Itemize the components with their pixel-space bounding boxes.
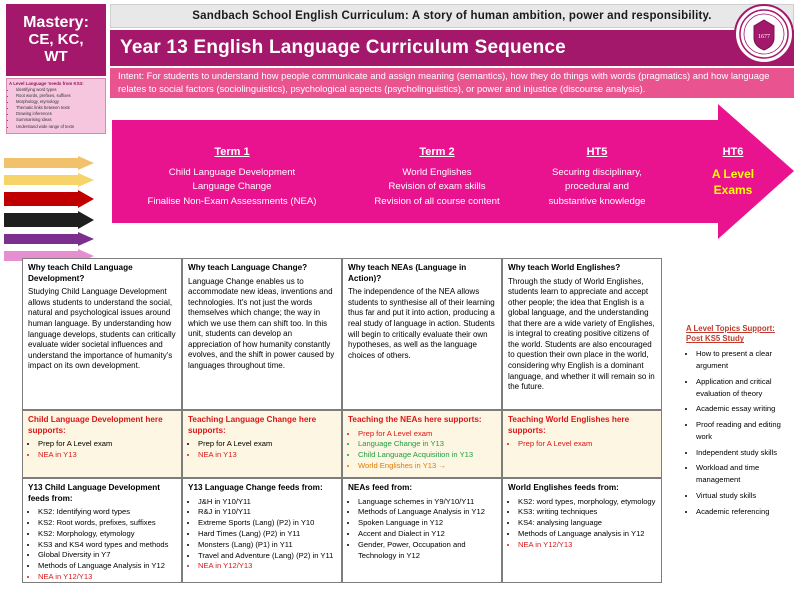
page-title: Year 13 English Language Curriculum Sequence bbox=[120, 37, 566, 58]
list-item: • NEA in Y12/Y13 bbox=[198, 561, 336, 572]
ks3-needs-list bbox=[9, 87, 103, 130]
cell-title: NEAs feed from: bbox=[348, 483, 413, 492]
term-block-3 bbox=[522, 120, 672, 223]
term-block-4 bbox=[672, 120, 794, 223]
intent-label: Intent: bbox=[118, 70, 145, 81]
list-item: • Identifying word types bbox=[16, 87, 103, 93]
list-item: • How to present a clear argument bbox=[696, 348, 792, 372]
feeds-cell bbox=[182, 478, 342, 583]
supports-list bbox=[508, 439, 656, 450]
supports-cell bbox=[182, 410, 342, 478]
feeds-list bbox=[508, 497, 656, 551]
list-item: • KS3: writing techniques bbox=[518, 507, 656, 518]
supports-cell bbox=[502, 410, 662, 478]
term-name: HT6 bbox=[722, 146, 744, 158]
term-name: HT5 bbox=[586, 146, 608, 158]
content-grid bbox=[22, 258, 662, 583]
term-list bbox=[112, 120, 794, 223]
term-line: substantive knowledge bbox=[548, 195, 646, 207]
cell-body: Studying Child Language Development allows students to understand the social, natural and psychological issues around human language. By understanding how language develops, students can critically evaluate wider societal influences and understand the importance of humanity's impact on its own development. bbox=[28, 287, 176, 371]
arrow-red-icon bbox=[4, 190, 108, 208]
cell-body: Language Change enables us to accommodate new ideas, inventions and technologies. It's not just the words themselves which change; the way in which we use them can shift too. In this unit, students can develop an appreciation of how humanity constantly evolves, and the shift in power caused by languages throughout time. bbox=[188, 276, 335, 371]
arrow-purple-icon bbox=[4, 232, 108, 246]
page-title-band bbox=[110, 30, 794, 66]
list-item: • Thematic links between texts bbox=[16, 105, 103, 111]
cell-title: Why teach World Englishes? bbox=[508, 263, 621, 272]
list-item: • NEA in Y13 bbox=[198, 450, 336, 461]
list-item: • Travel and Adventure (Lang) (P2) in Y11 bbox=[198, 551, 336, 562]
mastery-title: Mastery: bbox=[23, 14, 89, 32]
list-item: • Understand wide range of texts bbox=[16, 124, 103, 130]
svg-text:1677: 1677 bbox=[758, 34, 770, 40]
list-item: • R&J in Y10/Y11 bbox=[198, 507, 336, 518]
arrow-yellow-icon bbox=[4, 173, 108, 187]
feeds-list bbox=[28, 507, 176, 582]
feeds-list bbox=[188, 497, 336, 572]
list-item: • Morphology, etymology bbox=[16, 99, 103, 105]
why-teach-row bbox=[22, 258, 662, 410]
list-item: • Summarising ideas bbox=[16, 117, 103, 123]
list-item: • Accent and Dialect in Y12 bbox=[358, 529, 496, 540]
arrow-amber-icon bbox=[4, 156, 108, 170]
term-name: Term 1 bbox=[214, 146, 250, 158]
term-line: Revision of all course content bbox=[374, 195, 500, 207]
term-line: A Level bbox=[711, 167, 755, 181]
list-item: • KS2: Identifying word types bbox=[38, 507, 176, 518]
support-title: A Level Topics Support: Post KS5 Study bbox=[686, 324, 775, 344]
cell-title: Teaching World Englishes here supports: bbox=[508, 415, 630, 435]
feeds-cell bbox=[342, 478, 502, 583]
list-item: • Academic referencing bbox=[696, 506, 792, 518]
list-item: • KS4: analysing language bbox=[518, 518, 656, 529]
supports-cell bbox=[342, 410, 502, 478]
term-line: Securing disciplinary, bbox=[552, 167, 642, 178]
feeds-cell bbox=[502, 478, 662, 583]
cell-title: Y13 Child Language Development feeds from: bbox=[28, 483, 160, 503]
list-item: • Root words, prefixes, suffixes bbox=[16, 93, 103, 99]
term-block-1 bbox=[112, 120, 352, 223]
list-item: • NEA in Y12/Y13 bbox=[38, 572, 176, 583]
cell-body: Through the study of World Englishes, students learn to appreciate and accept other people; the idea that English is a global language, and the understanding that there are a wide variety of Englishes, is integral to creating positive citizens of the world. Students are also encouraged to question their own place in the world, considering why English is a dominant language, and whether it will remain so in the future. bbox=[508, 276, 655, 392]
term-line: procedural and bbox=[564, 181, 629, 193]
arrow-black-icon bbox=[4, 211, 108, 229]
ks3-needs-title: A Level Language 'needs from KS3: bbox=[9, 81, 84, 86]
list-item: • KS2: word types, morphology, etymology bbox=[518, 497, 656, 508]
cell-title: Why teach Child Language Development? bbox=[28, 263, 133, 283]
list-item: • Hard Times (Lang) (P2) in Y11 bbox=[198, 529, 336, 540]
cell-title: Teaching Language Change here supports: bbox=[188, 415, 317, 435]
list-item: • Workload and time management bbox=[696, 462, 792, 486]
term-line: Revision of exam skills bbox=[388, 181, 486, 193]
supports-list bbox=[348, 429, 496, 472]
list-item: • Methods of Language Analysis in Y12 bbox=[358, 507, 496, 518]
list-item: • NEA in Y13 bbox=[38, 450, 176, 461]
arrow-stack bbox=[4, 156, 108, 266]
term-line: Child Language Development bbox=[168, 167, 296, 178]
term-block-2 bbox=[352, 120, 522, 223]
list-item: • Virtual study skills bbox=[696, 490, 792, 502]
list-item: • Child Language Acquisition in Y13 bbox=[358, 450, 496, 461]
list-item: • Independent study skills bbox=[696, 447, 792, 459]
feeds-cell bbox=[22, 478, 182, 583]
supports-list bbox=[188, 439, 336, 461]
cell-title: Child Language Development here supports: bbox=[28, 415, 163, 435]
list-item: • KS3 and KS4 word types and methods bbox=[38, 540, 176, 551]
list-item: • Prep for A Level exam bbox=[518, 439, 656, 450]
curriculum-header-text: Sandbach School English Curriculum: A story of human ambition, power and responsibility. bbox=[192, 10, 712, 22]
term-line: Exams bbox=[713, 183, 753, 198]
support-list bbox=[686, 348, 792, 517]
feeds-from-row bbox=[22, 478, 662, 583]
list-item: • World Englishes in Y13 → bbox=[358, 461, 496, 472]
list-item: • Methods of Language analysis in Y12 bbox=[518, 529, 656, 540]
term-line: Language Change bbox=[192, 181, 272, 193]
ks3-needs-box bbox=[6, 78, 106, 134]
list-item: • Monsters (Lang) (P1) in Y11 bbox=[198, 540, 336, 551]
supports-list bbox=[28, 439, 176, 461]
a-level-support-box bbox=[684, 322, 794, 523]
timeline-arrow bbox=[112, 104, 794, 239]
list-item: • Proof reading and editing work bbox=[696, 419, 792, 443]
intent-text: For students to understand how people communicate and assign meaning (semantics), how they do things with words (pragmatics) and how language relates to social factors (sociolinguistics), psychological aspects (psycholinguistics), or power and injustice (discourse analysis). bbox=[118, 70, 770, 94]
list-item: • Extreme Sports (Lang) (P2) in Y10 bbox=[198, 518, 336, 529]
curriculum-header-band bbox=[110, 4, 794, 28]
list-item: • Global Diversity in Y7 bbox=[38, 550, 176, 561]
list-item: • Drawing inferences bbox=[16, 111, 103, 117]
list-item: • Application and critical evaluation of theory bbox=[696, 376, 792, 400]
mastery-box bbox=[6, 4, 106, 76]
cell-title: Teaching the NEAs here supports: bbox=[348, 415, 482, 424]
cell-title: World Englishes feeds from: bbox=[508, 483, 619, 492]
term-line: World Englishes bbox=[402, 167, 472, 178]
list-item: • Spoken Language in Y12 bbox=[358, 518, 496, 529]
term-name: Term 2 bbox=[419, 146, 455, 158]
list-item: • Language schemes in Y9/Y10/Y11 bbox=[358, 497, 496, 508]
cell-title: Y13 Language Change feeds from: bbox=[188, 483, 323, 492]
why-teach-cell bbox=[502, 258, 662, 410]
list-item: • Prep for A Level exam bbox=[38, 439, 176, 450]
mastery-codes-line2: WT bbox=[44, 47, 68, 65]
cell-body: The independence of the NEA allows students to synthesise all of their learning thus far and put it into action, producing a real study of language in action. Students will begin to critically evaluate their own hypotheses, as well as the language choices of others. bbox=[348, 287, 495, 360]
list-item: • KS2: Morphology, etymology bbox=[38, 529, 176, 540]
supports-cell bbox=[22, 410, 182, 478]
list-item: • Methods of Language Analysis in Y12 bbox=[38, 561, 176, 572]
list-item: • Language Change in Y13 bbox=[358, 439, 496, 450]
cell-title: Why teach Language Change? bbox=[188, 263, 308, 272]
intent-band bbox=[110, 68, 794, 98]
why-teach-cell bbox=[182, 258, 342, 410]
mastery-codes-line1: CE, KC, bbox=[28, 31, 84, 49]
list-item: • Prep for A Level exam bbox=[358, 429, 496, 440]
supports-row bbox=[22, 410, 662, 478]
list-item: • Academic essay writing bbox=[696, 403, 792, 415]
list-item: • Prep for A Level exam bbox=[198, 439, 336, 450]
feeds-list bbox=[348, 497, 496, 562]
list-item: • KS2: Root words, prefixes, suffixes bbox=[38, 518, 176, 529]
list-item: • J&H in Y10/Y11 bbox=[198, 497, 336, 508]
list-item: • NEA in Y12/Y13 bbox=[518, 540, 656, 551]
cell-title: Why teach NEAs (Language in Action)? bbox=[348, 263, 467, 283]
why-teach-cell bbox=[342, 258, 502, 410]
school-crest-icon bbox=[734, 4, 794, 64]
list-item: • Gender, Power, Occupation and Technology in Y12 bbox=[358, 540, 496, 562]
term-line: Finalise Non-Exam Assessments (NEA) bbox=[147, 195, 317, 207]
why-teach-cell bbox=[22, 258, 182, 410]
